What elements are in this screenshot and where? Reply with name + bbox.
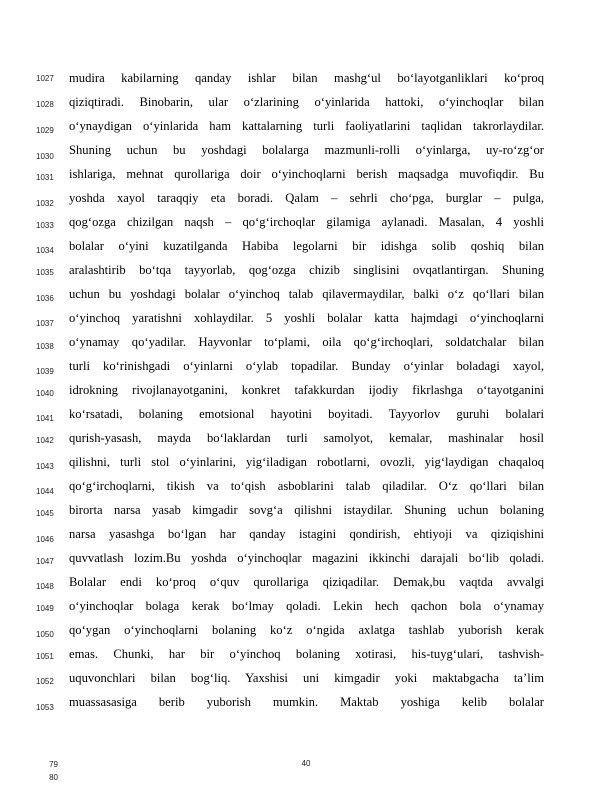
line-number-gutter bbox=[0, 0, 60, 792]
text-line: yoshda xayol taraqqiy eta boradi. Qalam – sehrli cho‘pga, burglar – pulga, bbox=[69, 191, 544, 205]
line-number: 1045 bbox=[36, 509, 54, 518]
line-number: 1039 bbox=[36, 367, 54, 376]
line-number: 1049 bbox=[36, 604, 54, 613]
footnote-number: 79 bbox=[49, 760, 58, 769]
body-text bbox=[69, 0, 544, 792]
page-number: 40 bbox=[301, 759, 311, 768]
text-line: qo‘g‘irchoqlarni, tikish va to‘qish asboblarini talab qiladilar. O‘z qo‘llari bilan bbox=[69, 479, 544, 493]
text-line: quvvatlash lozim.Bu yoshda o‘yinchoqlar magazini ikkinchi darajali bo‘lib qoladi. bbox=[69, 551, 544, 565]
line-number: 1046 bbox=[36, 535, 54, 544]
text-line: o‘yinchoqlar bolaga kerak bo‘lmay qoladi. Lekin hech qachon bola o‘ynamay bbox=[69, 599, 544, 613]
line-number: 1031 bbox=[36, 173, 54, 182]
text-line: o‘ynamay qo‘yadilar. Hayvonlar to‘plami, oila qo‘g‘irchoqlari, soldatchalar bilan bbox=[69, 335, 544, 349]
text-line: ishlariga, mehnat qurollariga doir o‘yinchoqlarni berish maqsadga muvofiqdir. Bu bbox=[69, 167, 544, 181]
line-number: 1053 bbox=[36, 703, 54, 712]
text-line: qilishni, turli stol o‘yinlarini, yig‘iladigan robotlarni, ovozli, yig‘laydigan chaqaloq bbox=[69, 455, 544, 469]
line-number: 1043 bbox=[36, 462, 54, 471]
line-number: 1035 bbox=[36, 268, 54, 277]
text-line: o‘ynaydigan o‘yinlarida ham kattalarning turli faoliyatlarini taqlidan takrorlaydilar. bbox=[69, 119, 544, 133]
text-line: turli ko‘rinishgadi o‘yinlarni o‘ylab topadilar. Bunday o‘yinlar boladagi xayol, bbox=[69, 359, 544, 373]
line-number: 1044 bbox=[36, 487, 54, 496]
line-number: 1048 bbox=[36, 582, 54, 591]
text-line: qog‘ozga chizilgan naqsh – qo‘g‘irchoqlar gilamiga aylanadi. Masalan, 4 yoshli bbox=[69, 215, 544, 229]
line-number: 1036 bbox=[36, 294, 54, 303]
line-number: 1033 bbox=[36, 221, 54, 230]
line-number: 1034 bbox=[36, 246, 54, 255]
line-number: 1042 bbox=[36, 436, 54, 445]
line-number: 1040 bbox=[36, 389, 54, 398]
text-line: emas. Chunki, har bir o‘yinchoq bolaning xotirasi, his-tuyg‘ulari, tashvish- bbox=[69, 647, 544, 661]
text-line: narsa yasashga bo‘lgan har qanday istagini qondirish, ehtiyoji va qiziqishini bbox=[69, 527, 544, 541]
text-line: qiziqtiradi. Binobarin, ular o‘zlarining o‘yinlarida hattoki, o‘yinchoqlar bilan bbox=[69, 95, 544, 109]
line-number: 1029 bbox=[36, 126, 54, 135]
footnote-number: 80 bbox=[49, 773, 58, 782]
line-number: 1028 bbox=[36, 100, 54, 109]
line-number: 1052 bbox=[36, 677, 54, 686]
text-line: bolalar o‘yini kuzatilganda Habiba legolarni bir idishga solib qoshiq bilan bbox=[69, 239, 544, 253]
text-line: aralashtirib bo‘tqa tayyorlab, qog‘ozga chizib singlisini ovqatlantirgan. Shuning bbox=[69, 263, 544, 277]
text-line: birorta narsa yasab kimgadir sovg‘a qilishni istaydilar. Shuning uchun bolaning bbox=[69, 503, 544, 517]
text-line: mudira kabilarning qanday ishlar bilan mashg‘ul bo‘layotganliklari ko‘proq bbox=[69, 71, 544, 85]
line-number: 1032 bbox=[36, 199, 54, 208]
text-line: uquvonchlari bilan bog‘liq. Yaxshisi uni kimgadir yoki maktabgacha ta’lim bbox=[69, 671, 544, 685]
text-line: qurish-yasash, mayda bo‘laklardan turli samolyot, kemalar, mashinalar hosil bbox=[69, 431, 544, 445]
text-line: muassasasiga berib yuborish mumkin. Maktab yoshiga kelib bolalar bbox=[69, 695, 544, 709]
line-number: 1041 bbox=[36, 414, 54, 423]
line-number: 1051 bbox=[36, 652, 54, 661]
text-line: ko‘rsatadi, bolaning emotsional hayotini boyitadi. Tayyorlov guruhi bolalari bbox=[69, 407, 544, 421]
line-number: 1050 bbox=[36, 630, 54, 639]
line-number: 1027 bbox=[36, 74, 54, 83]
text-line: Shuning uchun bu yoshdagi bolalarga mazmunli-rolli o‘yinlarga, uy-ro‘zg‘or bbox=[69, 143, 544, 157]
text-line: Bolalar endi ko‘proq o‘quv qurollariga qiziqadilar. Demak,bu vaqtda avvalgi bbox=[69, 575, 544, 589]
text-line: idrokning rivojlanayotganini, konkret tafakkurdan ijodiy fikrlashga o‘tayotganini bbox=[69, 383, 544, 397]
line-number: 1038 bbox=[36, 342, 54, 351]
text-line: qo‘ygan o‘yinchoqlarni bolaning ko‘z o‘ngida axlatga tashlab yuborish kerak bbox=[69, 623, 544, 637]
text-line: o‘yinchoq yaratishni xohlaydilar. 5 yoshli bolalar katta hajmdagi o‘yinchoqlarni bbox=[69, 311, 544, 325]
line-number: 1047 bbox=[36, 557, 54, 566]
line-number: 1037 bbox=[36, 319, 54, 328]
line-number: 1030 bbox=[36, 152, 54, 161]
text-line: uchun bu yoshdagi bolalar o‘yinchoq talab qilavermaydilar, balki o‘z qo‘llari bilan bbox=[69, 287, 544, 301]
